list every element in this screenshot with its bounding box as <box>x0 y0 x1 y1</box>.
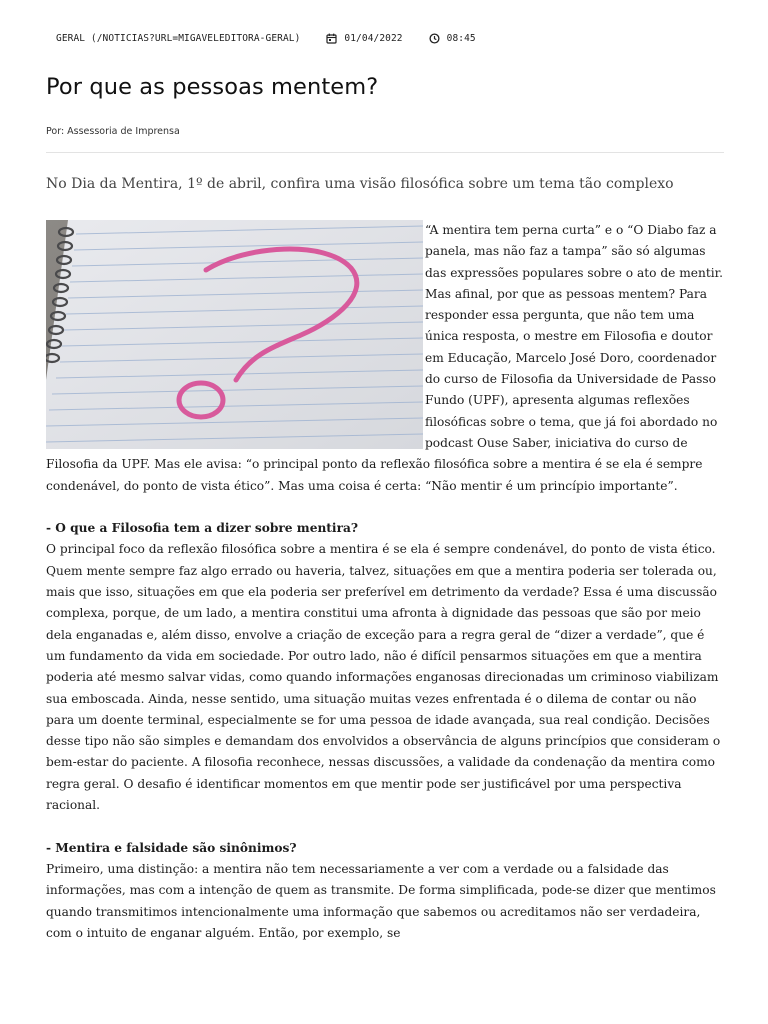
time-meta <box>429 33 476 44</box>
publish-time: 08:45 <box>446 32 476 44</box>
section-paragraph: Primeiro, uma distinção: a mentira não tem necessariamente a ver com a verdade ou a falsidade das informações, mas com a intenção de quem as transmite. De forma simplificada, pode-se dizer que mentimos quando transmitimos intencionalmente uma informação que sabemos ou acreditamos não ser verdadeira, com o intuito de enganar alguém. Então, por exemplo, se <box>46 861 716 940</box>
article-body <box>46 220 726 944</box>
category-link[interactable]: GERAL (/NOTICIAS?URL=MIGAVELEDITORA-GERAL) <box>56 32 301 44</box>
publish-date: 01/04/2022 <box>344 32 403 44</box>
calendar-icon <box>326 33 337 44</box>
spacer <box>46 816 726 837</box>
clock-icon <box>429 33 440 44</box>
divider <box>46 152 724 153</box>
section-heading: - O que a Filosofia tem a dizer sobre mentira? <box>46 521 359 536</box>
article-lead: No Dia da Mentira, 1º de abril, confira uma visão filosófica sobre um tema tão complexo <box>46 176 674 192</box>
notebook-question-mark-photo <box>46 220 423 449</box>
spacer <box>46 497 726 518</box>
date-meta <box>326 33 402 44</box>
section-heading: - Mentira e falsidade são sinônimos? <box>46 840 297 855</box>
intro-paragraph: “A mentira tem perna curta” e o “O Diabo faz a panela, mas não faz a tampa” são só algumas das expressões populares sobre o ato de mentir. Mas afinal, por que as pessoas mentem? Para responder essa pergunta, que não tem uma única resposta, o mestre em Filosofia e doutor em Educação, Marcelo José Doro, coordenador do curso de Filosofia da Universidade de Passo Fundo (UPF), apresenta algumas reflexões filosóficas sobre o tema, que já foi abordado no podcast Ouse Saber, iniciativa do curso de Filosofia da UPF. Mas ele avisa: “o principal ponto da reflexão filosófica sobre a mentira é se ela é sempre condenável, do ponto de vista ético”. Mas uma coisa é certa: “Não mentir é um princípio importante”. <box>46 223 723 493</box>
author-byline: Por: Assessoria de Imprensa <box>46 126 180 137</box>
section-paragraph: O principal foco da reflexão filosófica sobre a mentira é se ela é sempre condenável, do ponto de vista ético. Quem mente sempre faz algo errado ou haveria, talvez, situações em que a mentira poderia ser tolerada ou, mais que isso, situações em que ela poderia ser preferível em detrimento da verdade? Essa é uma discussão complexa, porque, de um lado, a mentira constitui uma afronta à dignidade das pessoas que são por meio dela enganadas e, além disso, envolve a criação de exceção para a regra geral de “dizer a verdade”, que é um fundamento da vida em sociedade. Por outro lado, não é difícil pensarmos situações em que a mentira poderia até mesmo salvar vidas, como quando informações enganosas direcionadas um criminoso viabilizam sua emboscada. Ainda, nesse sentido, uma situação muitas vezes enfrentada é o dilema de contar ou não para um doente terminal, especialmente se for uma pessoa de idade avançada, sua real condição. Decisões desse tipo não são simples e demandam dos envolvidos a observância de alguns princípios que consideram o bem-estar do paciente. A filosofia reconhece, nessas discussões, a validade da condenação da mentira como regra geral. O desafio é identificar momentos em que mentir pode ser justificável por uma perspectiva racional. <box>46 542 721 813</box>
article-meta <box>56 30 476 46</box>
page-title: Por que as pessoas mentem? <box>46 74 379 100</box>
